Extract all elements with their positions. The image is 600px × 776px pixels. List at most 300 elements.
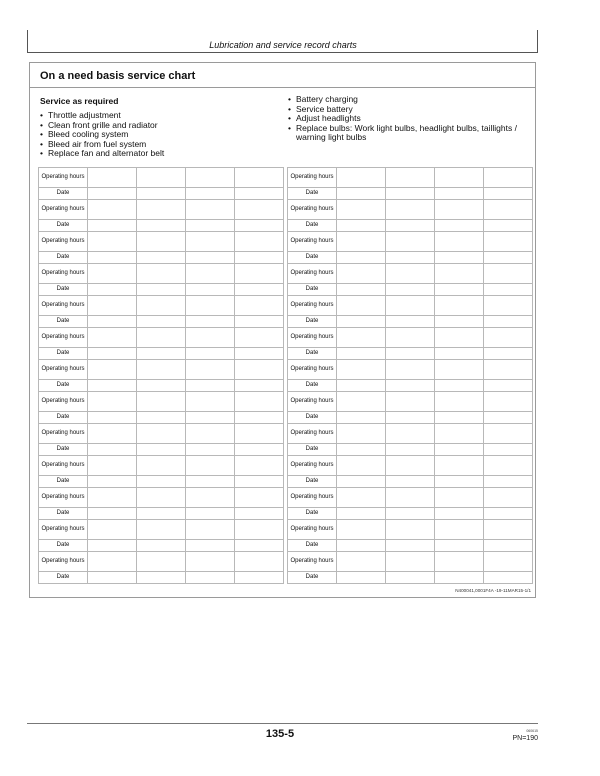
- operating-hours-row: [39, 488, 284, 508]
- record-cell: [235, 252, 284, 264]
- record-cell: [235, 520, 284, 540]
- record-cell: [484, 476, 533, 488]
- record-cell: [186, 220, 235, 232]
- record-cell: [186, 444, 235, 456]
- record-cell: [484, 360, 533, 380]
- record-cell: [186, 264, 235, 284]
- record-cell: [386, 360, 435, 380]
- record-cell: [386, 200, 435, 220]
- record-cell: [435, 540, 484, 552]
- date-row: [288, 188, 533, 200]
- record-cell: [435, 296, 484, 316]
- record-cell: [386, 476, 435, 488]
- record-cell: [235, 200, 284, 220]
- record-cell: [235, 572, 284, 584]
- record-cell: [88, 392, 137, 412]
- date-row: [39, 572, 284, 584]
- record-cell: [484, 488, 533, 508]
- record-cell: [186, 488, 235, 508]
- record-cell: [186, 360, 235, 380]
- reference-code: N400041,0001F4A -19-11MAR15-1/1: [455, 588, 531, 593]
- record-cell: [88, 380, 137, 392]
- record-cell: [235, 188, 284, 200]
- list-item: • Replace fan and alternator belt: [40, 149, 164, 159]
- date-row: [39, 380, 284, 392]
- record-cell: [186, 456, 235, 476]
- record-cell: [484, 168, 533, 188]
- operating-hours-label: Operating hours: [288, 264, 337, 284]
- record-cell: [435, 188, 484, 200]
- operating-hours-row: [288, 520, 533, 540]
- date-row: [288, 508, 533, 520]
- record-cell: [88, 412, 137, 424]
- record-cell: [337, 540, 386, 552]
- section-title: On a need basis service chart: [40, 70, 196, 82]
- record-cell: [137, 380, 186, 392]
- date-label: Date: [288, 572, 337, 584]
- date-label: Date: [39, 188, 88, 200]
- operating-hours-label: Operating hours: [39, 264, 88, 284]
- record-cell: [386, 220, 435, 232]
- record-cell: [435, 488, 484, 508]
- record-cell: [337, 476, 386, 488]
- record-cell: [235, 412, 284, 424]
- record-cell: [337, 168, 386, 188]
- operating-hours-row: [288, 296, 533, 316]
- date-label: Date: [288, 348, 337, 360]
- record-cell: [337, 380, 386, 392]
- record-cell: [235, 540, 284, 552]
- record-cell: [88, 552, 137, 572]
- record-cell: [435, 380, 484, 392]
- record-cell: [88, 316, 137, 328]
- record-cell: [484, 252, 533, 264]
- record-cell: [386, 392, 435, 412]
- date-label: Date: [288, 284, 337, 296]
- date-row: [288, 252, 533, 264]
- date-row: [39, 188, 284, 200]
- operating-hours-row: [39, 552, 284, 572]
- record-cell: [137, 424, 186, 444]
- date-row: [39, 348, 284, 360]
- record-cell: [88, 252, 137, 264]
- record-cell: [435, 424, 484, 444]
- operating-hours-row: [288, 328, 533, 348]
- record-cell: [386, 188, 435, 200]
- record-cell: [484, 520, 533, 540]
- date-label: Date: [288, 476, 337, 488]
- list-item: • Throttle adjustment: [40, 111, 164, 121]
- record-cell: [137, 456, 186, 476]
- operating-hours-label: Operating hours: [39, 488, 88, 508]
- record-cell: [337, 392, 386, 412]
- record-cell: [186, 392, 235, 412]
- record-cell: [186, 572, 235, 584]
- record-cell: [337, 456, 386, 476]
- date-row: [39, 316, 284, 328]
- operating-hours-row: [39, 264, 284, 284]
- operating-hours-row: [288, 264, 533, 284]
- record-cell: [235, 380, 284, 392]
- date-label: Date: [288, 316, 337, 328]
- record-cell: [337, 328, 386, 348]
- operating-hours-row: [39, 296, 284, 316]
- record-cell: [137, 316, 186, 328]
- record-cell: [435, 348, 484, 360]
- record-cell: [337, 220, 386, 232]
- record-cell: [186, 188, 235, 200]
- record-cell: [137, 220, 186, 232]
- record-cell: [386, 232, 435, 252]
- record-cell: [484, 188, 533, 200]
- record-cell: [386, 348, 435, 360]
- list-item: • Replace bulbs: Work light bulbs, headlight bulbs, taillights / warning light bulbs: [288, 124, 528, 143]
- record-cell: [186, 424, 235, 444]
- service-chart-box: [29, 62, 536, 598]
- record-cell: [435, 264, 484, 284]
- operating-hours-row: [288, 392, 533, 412]
- date-label: Date: [39, 476, 88, 488]
- record-cell: [337, 296, 386, 316]
- list-item: • Clean front grille and radiator: [40, 121, 164, 131]
- list-item: • Bleed air from fuel system: [40, 140, 164, 150]
- operating-hours-label: Operating hours: [39, 200, 88, 220]
- record-cell: [186, 296, 235, 316]
- record-cell: [484, 508, 533, 520]
- record-cell: [435, 200, 484, 220]
- record-cell: [484, 284, 533, 296]
- record-cell: [386, 444, 435, 456]
- record-cell: [484, 264, 533, 284]
- record-cell: [337, 316, 386, 328]
- record-cell: [337, 360, 386, 380]
- record-cell: [435, 392, 484, 412]
- date-row: [288, 412, 533, 424]
- record-cell: [386, 328, 435, 348]
- record-cell: [235, 360, 284, 380]
- record-cell: [235, 424, 284, 444]
- record-cell: [484, 540, 533, 552]
- record-cell: [88, 572, 137, 584]
- operating-hours-label: Operating hours: [288, 328, 337, 348]
- record-cell: [235, 476, 284, 488]
- record-cell: [137, 232, 186, 252]
- record-cell: [435, 508, 484, 520]
- record-cell: [235, 348, 284, 360]
- record-cell: [88, 424, 137, 444]
- date-row: [288, 476, 533, 488]
- service-record-table-right: [287, 167, 533, 584]
- record-cell: [137, 392, 186, 412]
- record-cell: [337, 188, 386, 200]
- date-row: [39, 284, 284, 296]
- record-cell: [235, 284, 284, 296]
- date-row: [288, 220, 533, 232]
- running-header-title: Lubrication and service record charts: [209, 40, 357, 50]
- service-record-table-left: [38, 167, 284, 584]
- record-cell: [88, 476, 137, 488]
- record-cell: [337, 488, 386, 508]
- record-cell: [337, 232, 386, 252]
- record-cell: [137, 252, 186, 264]
- date-row: [39, 508, 284, 520]
- header-left-rule: [27, 30, 28, 52]
- record-cell: [235, 488, 284, 508]
- record-cell: [386, 572, 435, 584]
- record-cell: [235, 316, 284, 328]
- record-cell: [484, 380, 533, 392]
- operating-hours-label: Operating hours: [288, 488, 337, 508]
- record-cell: [186, 168, 235, 188]
- date-row: [288, 316, 533, 328]
- operating-hours-label: Operating hours: [288, 552, 337, 572]
- record-cell: [186, 348, 235, 360]
- record-cell: [337, 200, 386, 220]
- record-cell: [186, 284, 235, 296]
- record-cell: [235, 392, 284, 412]
- section-subtitle: Service as required: [40, 96, 119, 106]
- record-cell: [435, 316, 484, 328]
- record-cell: [435, 252, 484, 264]
- record-cell: [337, 412, 386, 424]
- record-cell: [484, 392, 533, 412]
- record-cell: [186, 200, 235, 220]
- record-cell: [484, 552, 533, 572]
- record-cell: [88, 444, 137, 456]
- operating-hours-row: [39, 168, 284, 188]
- record-cell: [186, 476, 235, 488]
- date-label: Date: [39, 444, 88, 456]
- operating-hours-label: Operating hours: [288, 424, 337, 444]
- record-cell: [88, 284, 137, 296]
- date-label: Date: [288, 252, 337, 264]
- record-cell: [337, 424, 386, 444]
- operating-hours-label: Operating hours: [288, 360, 337, 380]
- record-cell: [137, 296, 186, 316]
- record-cell: [386, 412, 435, 424]
- record-cell: [235, 328, 284, 348]
- date-label: Date: [288, 540, 337, 552]
- record-cell: [386, 168, 435, 188]
- list-item: • Service battery: [288, 105, 528, 115]
- operating-hours-label: Operating hours: [39, 168, 88, 188]
- record-cell: [88, 328, 137, 348]
- record-cell: [186, 380, 235, 392]
- date-label: Date: [288, 444, 337, 456]
- record-cell: [484, 348, 533, 360]
- operating-hours-row: [288, 552, 533, 572]
- record-cell: [386, 284, 435, 296]
- record-cell: [435, 360, 484, 380]
- record-cell: [386, 424, 435, 444]
- record-cell: [88, 520, 137, 540]
- record-cell: [235, 168, 284, 188]
- record-cell: [386, 520, 435, 540]
- record-cell: [337, 284, 386, 296]
- record-cell: [484, 328, 533, 348]
- operating-hours-row: [288, 488, 533, 508]
- date-row: [288, 540, 533, 552]
- date-label: Date: [39, 348, 88, 360]
- operating-hours-label: Operating hours: [39, 392, 88, 412]
- date-label: Date: [39, 412, 88, 424]
- record-cell: [435, 412, 484, 424]
- record-cell: [88, 296, 137, 316]
- operating-hours-label: Operating hours: [39, 360, 88, 380]
- date-row: [39, 444, 284, 456]
- record-cell: [235, 220, 284, 232]
- record-cell: [186, 508, 235, 520]
- record-cell: [88, 456, 137, 476]
- record-cell: [484, 200, 533, 220]
- date-label: Date: [39, 508, 88, 520]
- record-cell: [137, 572, 186, 584]
- operating-hours-label: Operating hours: [39, 520, 88, 540]
- operating-hours-label: Operating hours: [39, 296, 88, 316]
- date-row: [288, 444, 533, 456]
- date-row: [288, 572, 533, 584]
- record-cell: [186, 552, 235, 572]
- record-cell: [435, 476, 484, 488]
- record-cell: [88, 540, 137, 552]
- operating-hours-row: [288, 456, 533, 476]
- record-cell: [235, 508, 284, 520]
- record-cell: [484, 444, 533, 456]
- record-cell: [484, 572, 533, 584]
- record-cell: [137, 488, 186, 508]
- service-list-left: [40, 111, 164, 159]
- record-cell: [386, 252, 435, 264]
- operating-hours-row: [39, 232, 284, 252]
- operating-hours-label: Operating hours: [39, 456, 88, 476]
- record-cell: [386, 296, 435, 316]
- record-cell: [386, 552, 435, 572]
- page-number: 135-5: [265, 728, 295, 740]
- page-pn: PN=190: [512, 735, 538, 742]
- date-label: Date: [39, 220, 88, 232]
- operating-hours-label: Operating hours: [39, 552, 88, 572]
- record-cell: [337, 508, 386, 520]
- record-cell: [137, 412, 186, 424]
- record-cell: [386, 456, 435, 476]
- record-cell: [386, 380, 435, 392]
- record-cell: [88, 220, 137, 232]
- record-cell: [88, 232, 137, 252]
- record-cell: [186, 412, 235, 424]
- record-cell: [88, 264, 137, 284]
- record-cell: [386, 316, 435, 328]
- record-cell: [88, 168, 137, 188]
- record-cell: [337, 444, 386, 456]
- operating-hours-label: Operating hours: [39, 232, 88, 252]
- date-label: Date: [288, 220, 337, 232]
- operating-hours-row: [39, 424, 284, 444]
- record-cell: [235, 552, 284, 572]
- operating-hours-row: [288, 200, 533, 220]
- operating-hours-row: [288, 424, 533, 444]
- date-row: [39, 252, 284, 264]
- operating-hours-label: Operating hours: [39, 424, 88, 444]
- record-cell: [235, 456, 284, 476]
- record-cell: [435, 520, 484, 540]
- date-row: [39, 412, 284, 424]
- record-cell: [137, 444, 186, 456]
- record-cell: [435, 328, 484, 348]
- record-cell: [435, 220, 484, 232]
- record-cell: [484, 296, 533, 316]
- record-cell: [137, 476, 186, 488]
- list-item: • Bleed cooling system: [40, 130, 164, 140]
- record-cell: [484, 456, 533, 476]
- record-cell: [137, 360, 186, 380]
- record-cell: [435, 456, 484, 476]
- record-cell: [235, 264, 284, 284]
- operating-hours-row: [39, 520, 284, 540]
- record-cell: [386, 508, 435, 520]
- record-cell: [137, 540, 186, 552]
- record-cell: [435, 232, 484, 252]
- record-cell: [435, 572, 484, 584]
- date-label: Date: [39, 380, 88, 392]
- record-cell: [137, 188, 186, 200]
- record-cell: [337, 264, 386, 284]
- operating-hours-label: Operating hours: [288, 168, 337, 188]
- record-cell: [435, 284, 484, 296]
- record-cell: [137, 264, 186, 284]
- record-cell: [186, 328, 235, 348]
- date-row: [288, 284, 533, 296]
- record-cell: [186, 520, 235, 540]
- record-cell: [386, 264, 435, 284]
- record-cell: [484, 412, 533, 424]
- record-cell: [137, 284, 186, 296]
- record-cell: [235, 296, 284, 316]
- record-cell: [235, 232, 284, 252]
- record-cell: [484, 316, 533, 328]
- operating-hours-label: Operating hours: [288, 296, 337, 316]
- operating-hours-label: Operating hours: [288, 520, 337, 540]
- operating-hours-row: [288, 232, 533, 252]
- record-cell: [235, 444, 284, 456]
- operating-hours-row: [288, 168, 533, 188]
- date-label: Date: [39, 540, 88, 552]
- record-cell: [88, 360, 137, 380]
- record-cell: [337, 252, 386, 264]
- record-cell: [88, 188, 137, 200]
- record-cell: [186, 316, 235, 328]
- record-cell: [484, 220, 533, 232]
- record-cell: [337, 552, 386, 572]
- header-rule: [27, 52, 538, 53]
- record-cell: [88, 200, 137, 220]
- record-cell: [186, 232, 235, 252]
- date-row: [288, 380, 533, 392]
- date-label: Date: [288, 412, 337, 424]
- record-cell: [386, 540, 435, 552]
- record-cell: [186, 540, 235, 552]
- header-right-rule: [537, 30, 538, 52]
- record-cell: [137, 200, 186, 220]
- date-row: [39, 220, 284, 232]
- record-cell: [435, 168, 484, 188]
- record-cell: [137, 328, 186, 348]
- record-cell: [435, 444, 484, 456]
- operating-hours-row: [39, 360, 284, 380]
- date-row: [39, 476, 284, 488]
- record-cell: [88, 508, 137, 520]
- operating-hours-label: Operating hours: [39, 328, 88, 348]
- date-label: Date: [288, 508, 337, 520]
